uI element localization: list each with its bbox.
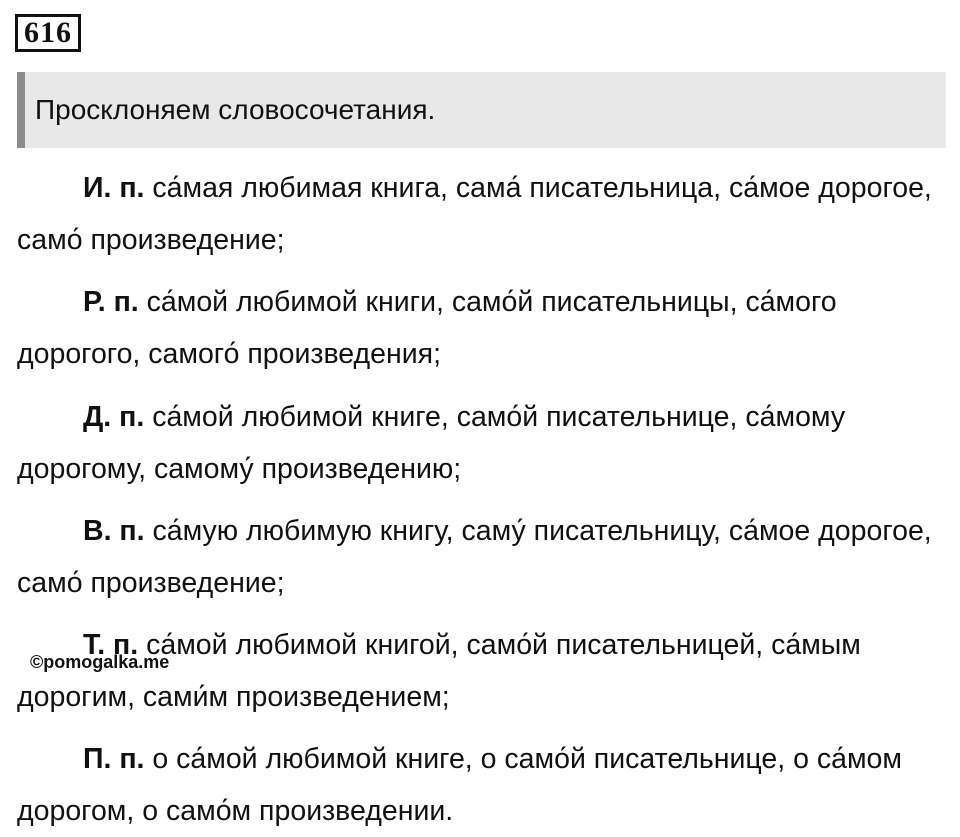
case-text: са́мой любимой книги, само́й писательницы, са́мого дорогого, самого́ произведения; — [17, 286, 837, 370]
case-label: П. п. — [83, 743, 145, 775]
case-label: Р. п. — [83, 286, 139, 318]
case-text: о са́мой любимой книге, о само́й писательнице, о са́мом дорогом, о само́м произведении. — [17, 743, 902, 827]
task-number: 616 — [24, 16, 72, 49]
case-label: Д. п. — [83, 401, 145, 433]
instruction-text: Просклоняем словосочетания. — [35, 94, 436, 125]
case-prepositional — [17, 733, 952, 837]
instruction-banner — [17, 72, 946, 148]
case-accusative — [17, 505, 952, 609]
case-text: са́мую любимую книгу, саму́ писательницу, са́мое дорогое, само́ произведение; — [17, 515, 932, 599]
case-text: са́мой любимой книге, само́й писательнице, са́мому дорогому, самому́ произведению; — [17, 401, 846, 485]
watermark: ©pomogalka.me — [30, 652, 170, 672]
case-label: И. п. — [83, 172, 145, 204]
case-genitive — [17, 276, 952, 380]
case-label: Т. п. — [83, 629, 139, 661]
case-label: В. п. — [83, 515, 145, 547]
case-text: са́мой любимой книгой, само́й писательницей, са́мым дорогим, сами́м произведением; — [17, 629, 861, 713]
task-number-box — [15, 14, 81, 52]
case-dative — [17, 391, 952, 495]
case-text: са́мая любимая книга, сама́ писательница, са́мое дорогое, само́ произведение; — [17, 172, 932, 256]
case-nominative — [17, 162, 952, 266]
